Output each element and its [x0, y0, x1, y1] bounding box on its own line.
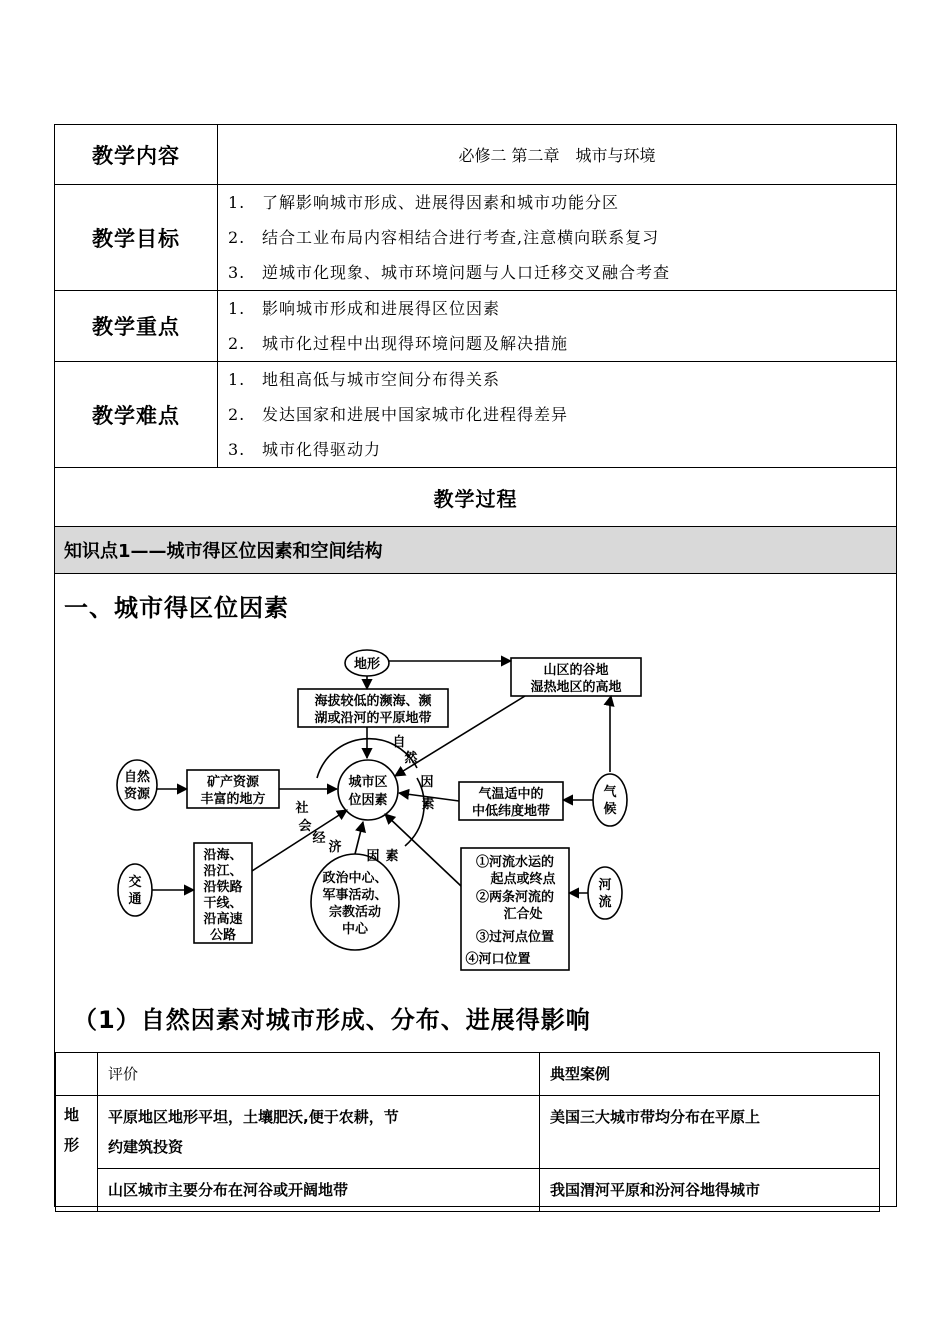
main-content: [55, 574, 897, 1207]
mineral-2: 丰富的地方: [200, 792, 266, 807]
center-label-1: 城市区: [348, 775, 388, 790]
svg-text:济: 济: [328, 840, 342, 855]
terrain-label: 地形: [353, 657, 381, 672]
svg-text:④河口位置: ④河口位置: [465, 952, 531, 967]
svg-text:素: 素: [385, 849, 399, 864]
list-item: 1. 影响城市形成和进展得区位因素: [228, 299, 501, 318]
list-item: 3. 城市化得驱动力: [228, 440, 382, 459]
table-header: 典型案例: [540, 1053, 880, 1096]
table-cell: 美国三大城市带均分布在平原上: [540, 1096, 880, 1169]
climate-2: 候: [603, 802, 617, 817]
svg-text:沿江、: 沿江、: [203, 864, 243, 879]
mineral-1: 矿产资源: [206, 775, 260, 790]
svg-text:宗教活动: 宗教活动: [328, 905, 382, 920]
terrain-high-2: 湿热地区的高地: [530, 680, 622, 695]
svg-text:社: 社: [295, 801, 309, 816]
svg-text:中心: 中心: [341, 922, 369, 937]
row-label: 地 形: [56, 1096, 98, 1212]
lesson-table: [54, 124, 897, 1207]
svg-text:①河流水运的: ①河流水运的: [475, 855, 555, 870]
center-node: [338, 760, 398, 820]
natural-resources-node: [117, 760, 157, 810]
lesson-plan: [54, 124, 896, 1207]
list-item: 2. 发达国家和进展中国家城市化进程得差异: [228, 405, 569, 424]
list-item: 1. 地租高低与城市空间分布得关系: [228, 370, 501, 389]
svg-text:流: 流: [598, 895, 612, 910]
process-title: 教学过程: [55, 468, 897, 527]
svg-text:汇合处: 汇合处: [503, 907, 543, 922]
svg-text:沿铁路: 沿铁路: [203, 880, 243, 895]
svg-text:然: 然: [404, 751, 418, 766]
table-cell: 平原地区地形平坦，土壤肥沃,便于农耕，节 约建筑投资: [98, 1096, 540, 1169]
subsection-title: （1）自然因素对城市形成、分布、进展得影响: [73, 1006, 591, 1034]
svg-text:②两条河流的: ②两条河流的: [475, 890, 555, 905]
goals-cell: [218, 185, 897, 291]
content-value: 必修二 第二章 城市与环境: [218, 125, 897, 185]
key-cell: [218, 291, 897, 362]
resources-1: 自然: [123, 770, 151, 785]
resources-2: 资源: [123, 787, 151, 802]
climate-box-2: 中低纬度地带: [471, 804, 551, 819]
transport-1: 交: [128, 875, 142, 890]
svg-text:军事活动、: 军事活动、: [322, 888, 388, 903]
svg-text:③过河点位置: ③过河点位置: [475, 930, 555, 945]
key-label: 教学重点: [55, 291, 218, 362]
river-node: [588, 867, 622, 919]
content-label: 教学内容: [55, 125, 218, 185]
climate-box-1: 气温适中的: [478, 787, 544, 802]
difficult-cell: [218, 362, 897, 468]
knowledge-point-title: 知识点1——城市得区位因素和空间结构: [55, 527, 897, 574]
svg-text:因: 因: [420, 775, 434, 790]
climate-node: [593, 774, 627, 826]
table-cell: 山区城市主要分布在河谷或开阔地带: [98, 1169, 540, 1212]
list-item: 1. 了解影响城市形成、进展得因素和城市功能分区: [228, 193, 620, 212]
climate-1: 气: [603, 785, 617, 800]
svg-text:因: 因: [366, 849, 380, 864]
terrain-low-2: 湖或沿河的平原地带: [314, 711, 432, 726]
list-item: 2. 城市化过程中出现得环境问题及解决措施: [228, 334, 569, 353]
svg-text:干线、: 干线、: [203, 896, 243, 911]
terrain-table: [55, 1052, 880, 1212]
svg-text:沿海、: 沿海、: [203, 848, 243, 863]
table-header: 评价: [98, 1053, 540, 1096]
transport-2: 通: [128, 892, 142, 907]
goals-label: 教学目标: [55, 185, 218, 291]
goals-list: [218, 185, 896, 290]
transport-node: [118, 864, 152, 916]
key-list: [218, 291, 896, 361]
location-factors-diagram: [105, 646, 665, 976]
svg-text:自: 自: [392, 735, 406, 750]
center-label-2: 位因素: [348, 793, 388, 808]
terrain-low-1: 海拔较低的濒海、濒: [314, 694, 432, 709]
svg-text:政治中心、: 政治中心、: [322, 871, 388, 886]
table-header: [56, 1053, 98, 1096]
svg-text:经: 经: [312, 831, 326, 846]
svg-text:公路: 公路: [209, 928, 237, 943]
table-cell: 我国渭河平原和汾河谷地得城市: [540, 1169, 880, 1212]
svg-text:河: 河: [598, 878, 612, 893]
difficult-list: [218, 362, 896, 467]
list-item: 3. 逆城市化现象、城市环境问题与人口迁移交叉融合考查: [228, 263, 671, 282]
svg-text:起点或终点: 起点或终点: [490, 872, 556, 887]
terrain-high-1: 山区的谷地: [543, 663, 609, 678]
svg-text:沿高速: 沿高速: [203, 912, 243, 927]
section-title: 一、城市得区位因素: [64, 594, 289, 622]
difficult-label: 教学难点: [55, 362, 218, 468]
svg-text:会: 会: [298, 819, 312, 834]
list-item: 2. 结合工业布局内容相结合进行考查,注意横向联系复习: [228, 228, 660, 247]
svg-text:素: 素: [421, 797, 435, 812]
